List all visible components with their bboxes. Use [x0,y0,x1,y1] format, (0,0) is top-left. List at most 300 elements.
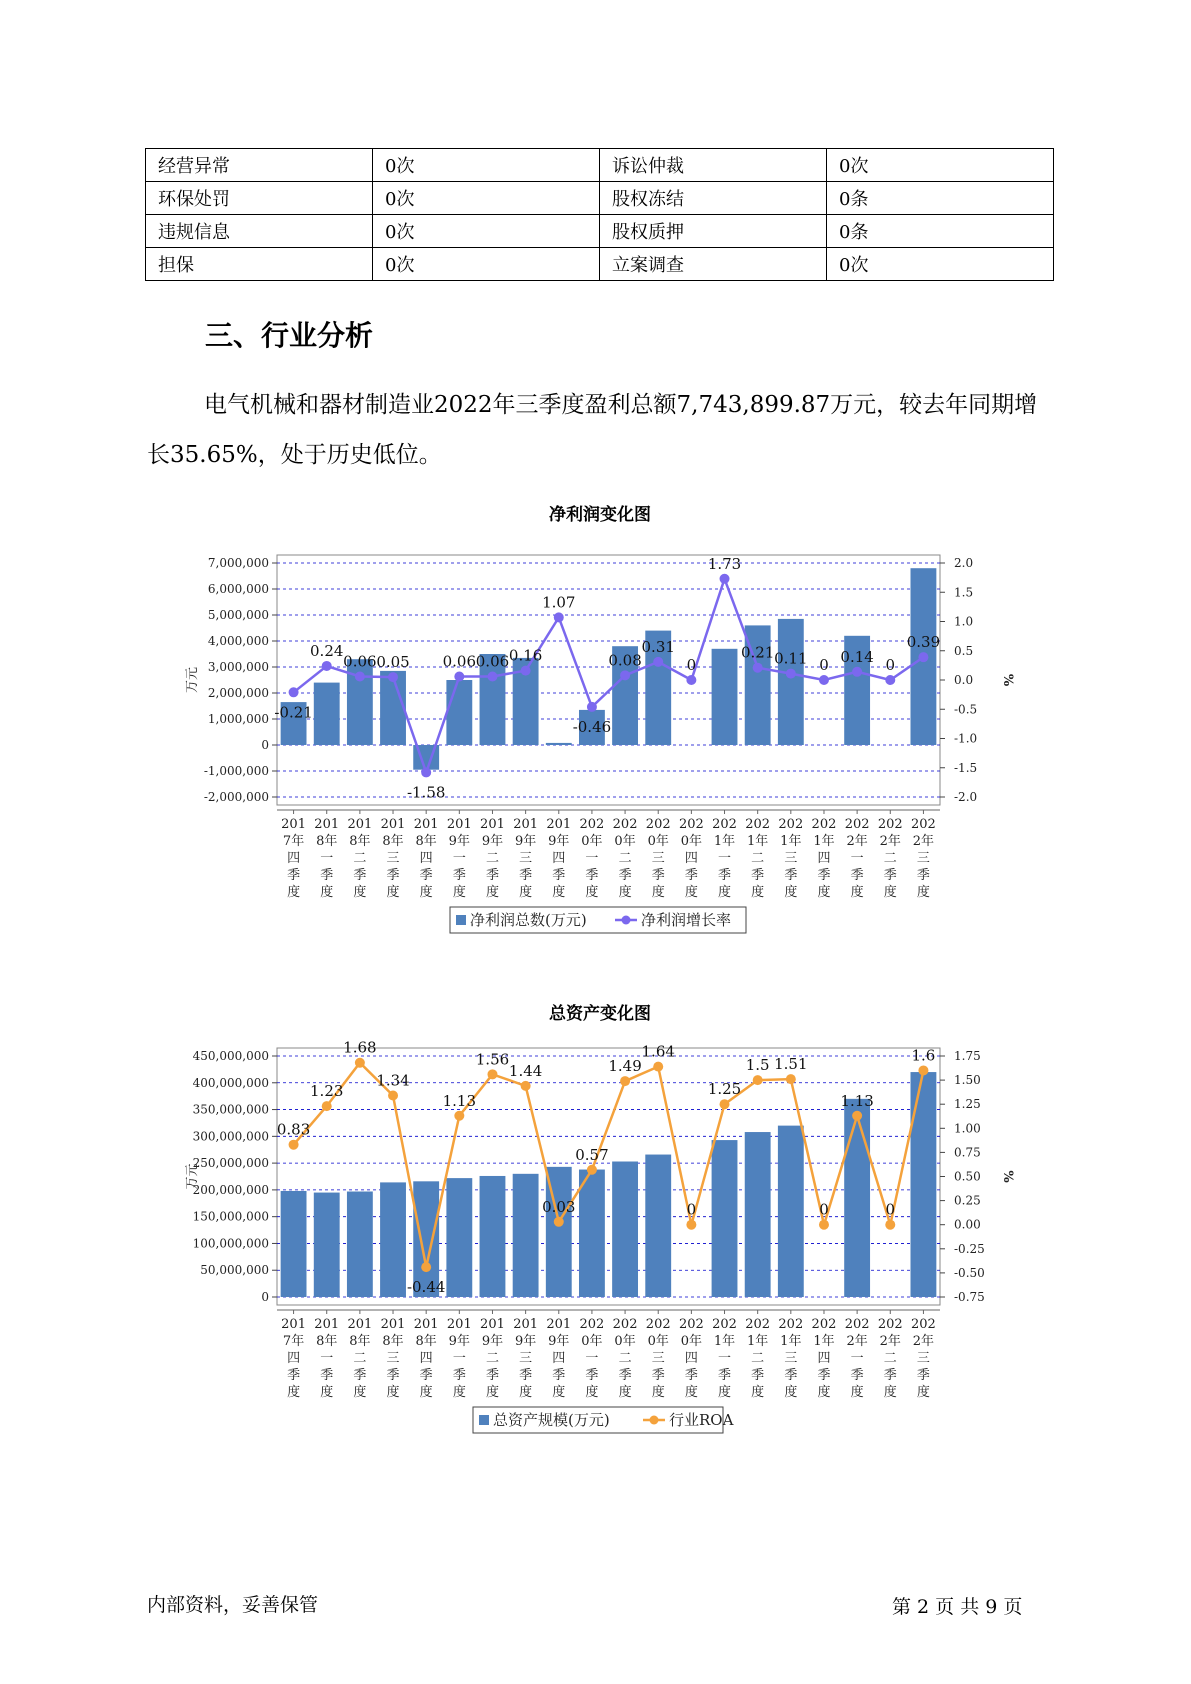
data-label: 1.13 [840,1091,874,1110]
x-tick-label: 二 [751,851,765,866]
footer-confidential-note: 内部资料，妥善保管 [147,1594,319,1616]
x-tick-label: 度 [751,885,765,900]
table-cell-value: 0条 [827,182,1054,215]
table-cell-value: 0次 [827,248,1054,281]
data-label: 1.51 [774,1055,808,1074]
legend-bar-label: 净利润总数(万元) [470,911,587,929]
data-label: 0.31 [641,637,675,656]
x-tick-label: 季 [320,868,334,883]
data-label: -0.44 [406,1278,446,1297]
x-tick-label: 度 [751,1385,765,1400]
x-tick-label: 四 [552,851,566,866]
x-tick-label: 季 [817,868,831,883]
x-tick-label: 0年 [680,1334,703,1349]
x-tick-label: 度 [386,885,400,900]
data-label: -0.46 [572,717,612,736]
line-point [289,687,299,697]
legend-bar-swatch [479,1415,489,1425]
x-tick-label: 202 [811,1317,837,1332]
x-tick-label: 0年 [614,1334,636,1349]
x-tick-label: 度 [452,885,466,900]
x-tick-label: 度 [585,1385,599,1400]
x-tick-label: 度 [718,1385,732,1400]
line-point [653,1062,663,1072]
bar [778,619,804,745]
bar [745,1132,771,1297]
x-tick-label: 二 [618,1351,632,1366]
line-point [454,671,464,681]
x-tick-label: 201 [380,1317,406,1332]
x-tick-label: 度 [485,1385,499,1400]
x-tick-label: 季 [485,1368,499,1383]
x-tick-label: 2年 [912,1334,935,1349]
data-label: 1.5 [745,1056,770,1075]
x-tick-label: 度 [916,885,930,900]
y2-tick-label: -1.5 [954,760,978,775]
x-tick-label: 度 [320,1385,334,1400]
line-point [852,1111,862,1121]
x-tick-label: 度 [651,1385,665,1400]
y-tick-label: 200,000,000 [192,1182,269,1197]
x-tick-label: 202 [645,817,671,832]
x-tick-label: 度 [850,1385,864,1400]
x-tick-label: 201 [281,1317,306,1332]
bar [281,1191,307,1297]
x-tick-label: 季 [850,868,864,883]
x-tick-label: 度 [618,1385,632,1400]
x-tick-label: 8年 [382,834,404,849]
y-tick-label: 6,000,000 [207,582,269,596]
line-point [587,702,597,712]
x-tick-label: 1年 [713,834,736,849]
x-tick-label: 季 [585,868,599,883]
y-tick-label: 4,000,000 [207,634,269,648]
x-tick-label: 202 [612,1317,638,1332]
x-tick-label: 季 [519,1368,533,1383]
x-tick-label: 度 [718,885,732,900]
x-tick-label: 1年 [780,1334,802,1349]
y-tick-label: 0 [261,738,269,752]
x-tick-label: 三 [519,851,533,866]
line-point [421,767,431,777]
section-title: 三、行业分析 [205,319,374,352]
data-label: 1.6 [911,1046,936,1065]
x-tick-label: 度 [883,1385,897,1400]
x-tick-label: 0年 [647,834,669,849]
x-tick-label: 201 [480,1317,505,1332]
x-tick-label: 四 [419,1351,433,1366]
data-label: 0.06 [442,652,477,671]
x-tick-label: 季 [817,1368,831,1383]
total-assets-chart [0,1024,1191,1484]
x-tick-label: 202 [911,817,936,832]
x-tick-label: 度 [784,885,798,900]
table-cell-label: 环保处罚 [146,182,373,215]
x-tick-label: 三 [784,851,798,866]
x-tick-label: 1年 [747,1334,769,1349]
line-point [289,1140,299,1150]
x-tick-label: 季 [519,868,533,883]
x-tick-label: 8年 [382,1334,404,1349]
legend-line-label: 净利润增长率 [641,911,732,929]
x-tick-label: 202 [678,817,704,832]
x-tick-label: 8年 [415,1334,437,1349]
x-tick-label: 季 [452,868,466,883]
x-tick-label: 季 [552,868,566,883]
x-tick-label: 201 [314,1317,340,1332]
x-tick-label: 二 [883,1351,897,1366]
x-tick-label: 三 [386,1351,400,1366]
x-tick-label: 季 [353,1368,367,1383]
table-cell-label: 股权冻结 [600,182,827,215]
x-tick-label: 201 [546,1317,572,1332]
data-label: 0.06 [475,652,510,671]
x-tick-label: 度 [320,885,334,900]
x-tick-label: 9年 [448,1334,470,1349]
x-tick-label: 201 [281,817,306,832]
y-tick-label: 150,000,000 [192,1209,269,1224]
x-tick-label: 度 [684,1385,698,1400]
x-tick-label: 1年 [813,1334,835,1349]
bar [612,1162,638,1297]
x-tick-label: 季 [916,868,930,883]
y-tick-label: 100,000,000 [192,1236,269,1251]
line-point [753,1075,763,1085]
net-profit-chart [0,525,1191,985]
y-tick-label: 5,000,000 [207,608,269,622]
x-tick-label: 三 [916,851,930,866]
x-tick-label: 202 [844,1317,870,1332]
x-tick-label: 度 [353,1385,367,1400]
table-cell-value: 0次 [373,215,600,248]
line-point [720,1099,730,1109]
risk-info-table [145,148,1054,281]
data-label: 0.24 [310,641,344,660]
x-tick-label: 9年 [514,1334,537,1349]
x-tick-label: 一 [320,1351,334,1366]
y2-tick-label: 1.00 [954,1121,981,1136]
footer-page-number: 第 2 页 共 9 页 [892,1596,1023,1618]
x-tick-label: 202 [877,1317,903,1332]
x-tick-label: 202 [645,1317,671,1332]
x-tick-label: 度 [452,1385,466,1400]
bar [712,649,738,745]
line-point [753,663,763,673]
x-tick-label: 201 [413,817,439,832]
line-point [487,671,497,681]
y2-axis-label: % [1000,673,1015,687]
x-tick-label: 一 [850,851,864,866]
assets-chart-title: 总资产变化图 [549,1004,651,1024]
x-tick-label: 季 [684,868,698,883]
x-tick-label: 季 [784,868,798,883]
y2-tick-label: 0.75 [954,1145,981,1160]
bar [579,1170,605,1297]
data-label: 0.83 [276,1120,311,1139]
x-tick-label: 8年 [349,1334,371,1349]
x-tick-label: 1年 [780,834,802,849]
x-tick-label: 7年 [282,834,305,849]
line-point [421,1262,431,1272]
table-cell-label: 违规信息 [146,215,373,248]
data-label: 0.05 [376,653,410,672]
x-tick-label: 202 [911,1317,936,1332]
line-point [819,675,829,685]
line-point [720,574,730,584]
x-tick-label: 二 [485,851,499,866]
line-point [587,1165,597,1175]
x-tick-label: 201 [513,817,539,832]
x-tick-label: 2年 [912,834,935,849]
line-point [388,1091,398,1101]
x-tick-label: 季 [386,868,400,883]
x-tick-label: 9年 [548,834,570,849]
x-tick-label: 0年 [614,834,636,849]
bar [314,1193,340,1297]
data-label: 1.56 [475,1050,510,1069]
line-point [487,1069,497,1079]
x-tick-label: 季 [419,868,433,883]
y2-tick-label: -0.50 [954,1265,985,1280]
x-tick-label: 2年 [879,1334,901,1349]
y-tick-label: 3,000,000 [207,660,269,674]
data-label: 0.11 [774,649,808,668]
x-tick-label: 0年 [647,1334,669,1349]
line-point [322,661,332,671]
x-tick-label: 一 [718,1351,732,1366]
y2-tick-label: 1.5 [954,585,974,600]
x-tick-label: 201 [446,1317,472,1332]
y2-tick-label: -2.0 [954,790,978,804]
y-axis-label: 万元 [185,1163,200,1190]
y-tick-label: 50,000,000 [200,1263,269,1278]
line-point [521,666,531,676]
x-tick-label: 202 [678,1317,704,1332]
line-point [918,652,928,662]
table-cell-label: 担保 [146,248,373,281]
x-tick-label: 度 [651,885,665,900]
x-tick-label: 季 [287,1368,301,1383]
x-tick-label: 202 [579,1317,605,1332]
table-cell-value: 0次 [373,182,600,215]
data-label: 0 [686,1200,697,1219]
x-tick-label: 8年 [316,834,338,849]
plot-area [277,555,940,805]
line-point [355,671,365,681]
bar [446,1178,472,1297]
y-tick-label: 1,000,000 [207,712,269,726]
bar [446,680,472,745]
x-tick-label: 四 [552,1351,566,1366]
x-tick-label: 度 [353,885,367,900]
x-tick-label: 季 [353,868,367,883]
x-tick-label: 三 [651,851,665,866]
line-point [686,1220,696,1230]
x-tick-label: 202 [778,1317,804,1332]
y2-tick-label: -0.75 [954,1290,985,1304]
table-cell-value: 0次 [373,248,600,281]
line-point [454,1111,464,1121]
x-tick-label: 202 [745,1317,771,1332]
x-tick-label: 季 [684,1368,698,1383]
x-tick-label: 度 [850,885,864,900]
x-tick-label: 季 [585,1368,599,1383]
x-tick-label: 9年 [481,1334,504,1349]
x-tick-label: 202 [811,817,837,832]
x-tick-label: 度 [519,1385,533,1400]
x-tick-label: 202 [877,817,903,832]
data-label: 0.06 [343,652,377,671]
x-tick-label: 2年 [846,1334,868,1349]
x-tick-label: 7年 [282,1334,305,1349]
line-point [554,612,564,622]
y-tick-label: 0 [261,1290,269,1304]
x-tick-label: 三 [651,1351,665,1366]
y2-tick-label: -1.0 [954,731,978,746]
y2-tick-label: 1.0 [954,614,974,629]
x-tick-label: 四 [684,1351,698,1366]
y2-tick-label: 0.00 [954,1217,981,1232]
x-tick-label: 度 [618,885,632,900]
bar [314,683,340,745]
legend-bar-label: 总资产规模(万元) [493,1411,610,1429]
data-label: 1.34 [376,1071,410,1090]
x-tick-label: 三 [519,1351,533,1366]
table-row [146,182,1054,215]
x-tick-label: 201 [314,817,340,832]
table-cell-value: 0次 [827,149,1054,182]
table-cell-value: 0条 [827,215,1054,248]
x-tick-label: 三 [916,1351,930,1366]
x-tick-label: 9年 [481,834,504,849]
x-tick-label: 季 [916,1368,930,1383]
bar [347,1191,373,1297]
x-tick-label: 季 [618,1368,632,1383]
data-label: -0.21 [274,703,313,722]
y-tick-label: 450,000,000 [192,1049,269,1063]
legend-line-marker [650,1416,659,1425]
x-tick-label: 季 [651,868,665,883]
y2-axis-label: % [1000,1170,1015,1183]
data-label: 0 [885,656,896,674]
x-tick-label: 度 [519,885,533,900]
y2-tick-label: -0.5 [954,702,978,717]
x-tick-label: 0年 [581,1334,603,1349]
x-tick-label: 201 [513,1317,539,1332]
x-tick-label: 度 [419,1385,433,1400]
table-cell-label: 股权质押 [600,215,827,248]
x-tick-label: 201 [347,1317,373,1332]
x-tick-label: 四 [287,1351,301,1366]
x-tick-label: 一 [585,851,599,866]
line-point [786,1074,796,1084]
line-point [620,1076,630,1086]
bar [480,1176,506,1297]
x-tick-label: 季 [419,1368,433,1383]
x-tick-label: 202 [612,817,638,832]
line-point [653,657,663,667]
line-point [819,1220,829,1230]
data-label: 1.64 [641,1042,675,1061]
x-tick-label: 季 [651,1368,665,1383]
x-tick-label: 一 [320,851,334,866]
data-label: -1.58 [406,783,446,802]
x-tick-label: 8年 [349,834,371,849]
y-tick-label: 300,000,000 [192,1129,269,1144]
y2-tick-label: 1.50 [954,1073,981,1088]
data-label: 0 [686,656,697,674]
x-tick-label: 季 [452,1368,466,1383]
data-label: 1.73 [707,554,742,573]
data-label: 0.08 [608,651,642,670]
bar [645,1155,671,1297]
x-tick-label: 度 [916,1385,930,1400]
x-tick-label: 9年 [548,1334,570,1349]
x-tick-label: 201 [546,817,572,832]
line-point [388,672,398,682]
x-tick-label: 202 [778,817,804,832]
bar [380,1182,406,1297]
x-tick-label: 1年 [713,1334,736,1349]
x-tick-label: 度 [784,1385,798,1400]
line-point [786,669,796,679]
x-tick-label: 8年 [316,1334,338,1349]
y2-tick-label: 0.50 [954,1169,981,1184]
x-tick-label: 201 [380,817,406,832]
x-tick-label: 二 [353,851,367,866]
x-tick-label: 二 [353,1351,367,1366]
x-tick-label: 二 [618,851,632,866]
legend-bar-swatch [456,915,466,925]
table-cell-label: 经营异常 [146,149,373,182]
x-tick-label: 202 [844,817,870,832]
x-tick-label: 二 [883,851,897,866]
x-tick-label: 季 [287,868,301,883]
x-tick-label: 202 [712,1317,737,1332]
x-tick-label: 201 [413,1317,439,1332]
x-tick-label: 201 [347,817,373,832]
data-label: 0 [819,656,829,674]
x-tick-label: 二 [751,1351,765,1366]
x-tick-label: 季 [718,1368,732,1383]
bar [844,1099,870,1297]
line-point [355,1058,365,1068]
y2-tick-label: 0.25 [954,1193,981,1208]
data-label: 1.13 [442,1091,477,1110]
x-tick-label: 度 [585,885,599,900]
x-tick-label: 一 [452,851,466,866]
x-tick-label: 季 [485,868,499,883]
industry-paragraph [147,380,1047,480]
bar [513,1174,539,1297]
line-point [521,1081,531,1091]
data-label: 1.49 [608,1057,642,1076]
x-tick-label: 度 [552,885,566,900]
y2-tick-label: 2.0 [954,556,974,570]
legend-line-marker [622,916,631,925]
x-tick-label: 三 [386,851,400,866]
x-tick-label: 一 [718,851,732,866]
x-tick-label: 度 [883,885,897,900]
line-point [554,1217,564,1227]
data-label: 0.16 [508,646,543,665]
x-tick-label: 度 [386,1385,400,1400]
line-point [322,1101,332,1111]
y2-tick-label: -0.25 [954,1241,985,1256]
x-tick-label: 度 [419,885,433,900]
line-point [885,1220,895,1230]
y-tick-label: 7,000,000 [207,556,269,570]
